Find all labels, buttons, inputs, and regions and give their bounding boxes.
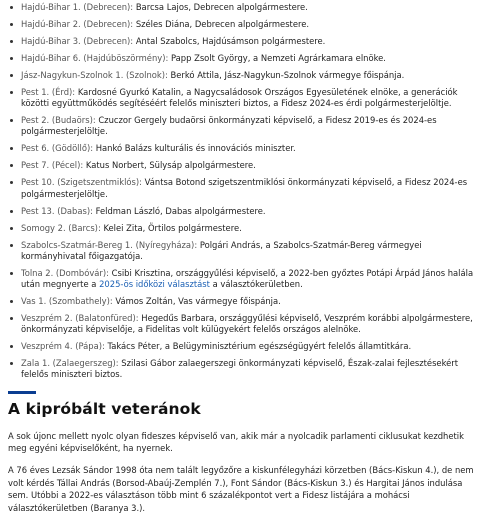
district-label: Hajdú-Bihar 3. (Debrecen): bbox=[21, 36, 134, 46]
district-label: Pest 13. (Dabas): bbox=[21, 205, 93, 216]
district-label: Zala 1. (Zalaegerszeg): bbox=[21, 358, 119, 369]
district-label: Hajdú-Bihar 6. (Hajdúböszörmény): bbox=[21, 53, 169, 63]
district-label: Pest 6. (Gödöllő): bbox=[21, 143, 94, 154]
district-label: Veszprém 2. (Balatonfüred): bbox=[21, 313, 139, 324]
district-label: Jász-Nagykun-Szolnok 1. (Szolnok): bbox=[21, 70, 168, 80]
by-election-link[interactable]: 2025-ös időközi választást bbox=[99, 279, 210, 290]
candidate-list bbox=[8, 2, 480, 381]
body-paragraph: A sok újonc mellett nyolc olyan fideszes képviselő van, akik már a nyolcadik parlamenti ciklusukat kezdhetik meg egyéni képviselőként, ha nyernek. bbox=[8, 430, 464, 454]
list-item bbox=[8, 160, 480, 171]
district-label: Vas 1. (Szombathely): bbox=[21, 296, 113, 307]
candidate-text: Antal Szabolcs, Hajdúsámson polgármestere. bbox=[135, 36, 326, 46]
list-item bbox=[8, 143, 480, 154]
candidate-text: Katus Norbert, Sülysáp alpolgármestere. bbox=[85, 160, 256, 171]
district-label: Pest 10. (Szigetszentmiklós): bbox=[21, 177, 142, 188]
candidate-text: Szilasi Gábor zalaegerszegi önkormányzati képviselő, Észak-zalai fejlesztésekért felelős miniszteri biztos. bbox=[21, 358, 459, 380]
list-item bbox=[8, 206, 480, 217]
candidate-text: Hankó Balázs kulturális és innovációs miniszter. bbox=[95, 143, 296, 154]
list-item bbox=[8, 296, 480, 307]
list-item bbox=[8, 358, 480, 380]
section-heading: A kipróbált veteránok bbox=[8, 399, 201, 418]
district-label: Hajdú-Bihar 1. (Debrecen): bbox=[21, 2, 134, 12]
list-item bbox=[8, 36, 480, 47]
candidate-text: Papp Zsolt György, a Nemzeti Agrárkamara elnöke. bbox=[170, 53, 386, 63]
list-item bbox=[8, 177, 480, 199]
district-label: Pest 2. (Budaörs): bbox=[21, 115, 96, 126]
list-item bbox=[8, 53, 480, 64]
district-label: Pest 7. (Pécel): bbox=[21, 160, 84, 171]
candidate-text: Feldman László, Dabas alpolgármestere. bbox=[95, 205, 266, 216]
list-item bbox=[8, 2, 480, 13]
district-label: Veszprém 4. (Pápa): bbox=[21, 341, 105, 352]
district-label: Somogy 2. (Barcs): bbox=[21, 222, 101, 233]
candidate-text-before-link: Csibi Krisztina, országgyűlési képviselő, a 2022-ben győztes Potápi Árpád János halála után megnyerte a bbox=[21, 267, 474, 290]
list-item bbox=[8, 341, 480, 352]
district-label: Tolna 2. (Dombóvár): bbox=[21, 267, 109, 278]
list-item bbox=[8, 240, 480, 262]
district-label: Pest 1. (Érd): bbox=[21, 87, 76, 97]
list-item bbox=[8, 70, 480, 81]
section-accent-rule bbox=[8, 391, 36, 394]
list-item bbox=[8, 268, 480, 290]
candidate-text: Hegedűs Barbara, országgyűlési képviselő, Veszprém korábbi alpolgármestere, önkormányzati képviselője, a Fidelitas volt külügyekért felelős országos alelnöke. bbox=[21, 313, 473, 335]
candidate-text-after-link: a választókerületben. bbox=[209, 279, 303, 290]
candidate-text: Polgári András, a Szabolcs-Szatmár-Bereg vármegyei kormányhivatal főigazgatója. bbox=[21, 239, 422, 261]
candidate-text: Széles Diána, Debrecen alpolgármestere. bbox=[135, 19, 310, 29]
candidate-text: Barcsa Lajos, Debrecen alpolgármestere. bbox=[135, 2, 308, 12]
list-item bbox=[8, 87, 480, 109]
candidate-text: Vántsa Botond szigetszentmiklósi önkormányzati képviselő, a Fidesz 2024-es polgármesterjelöltje. bbox=[21, 177, 468, 199]
body-paragraph: A 76 éves Lezsák Sándor 1998 óta nem talált legyőzőre a kiskunfélegyházi körzetben (Bács-Kiskun 4.), de nem volt kérdés Tállai András (Borsod-Abaúj-Zemplén 7.), Font Sándor (Bács-Kiskun 3.) és Hargitai János indulása sem. Utóbbi a 2022-es választáson több mint 6 százalékpontot vert a Fidesz listájára a mohácsi választókerületben (Baranya 3.). bbox=[8, 465, 474, 513]
district-label: Szabolcs-Szatmár-Bereg 1. (Nyíregyháza): bbox=[21, 239, 198, 250]
list-item bbox=[8, 313, 480, 335]
candidate-text: Czuczor Gergely budaörsi önkormányzati képviselő, a Fidesz 2019-es és 2024-es polgármesterjelöltje. bbox=[21, 115, 437, 137]
list-item bbox=[8, 19, 480, 30]
candidate-text: Kardosné Gyurkó Katalin, a Nagycsaládosok Országos Egyesületének elnöke, a generációk közötti együttműködés segítéséért felelős miniszteri biztos, a Fidesz 2024-es érdi polgármesterjelöltje. bbox=[21, 87, 458, 109]
candidate-text: Berkó Attila, Jász-Nagykun-Szolnok vármegye főispánja. bbox=[170, 70, 405, 80]
district-label: Hajdú-Bihar 2. (Debrecen): bbox=[21, 19, 134, 29]
list-item bbox=[8, 115, 480, 137]
list-item bbox=[8, 223, 480, 234]
candidate-text: Takács Péter, a Belügyminisztérium egészségügyért felelős államtitkára. bbox=[107, 341, 412, 352]
candidate-text: Vámos Zoltán, Vas vármegye főispánja. bbox=[115, 296, 281, 307]
candidate-text: Kelei Zita, Örtilos polgármestere. bbox=[103, 222, 242, 233]
